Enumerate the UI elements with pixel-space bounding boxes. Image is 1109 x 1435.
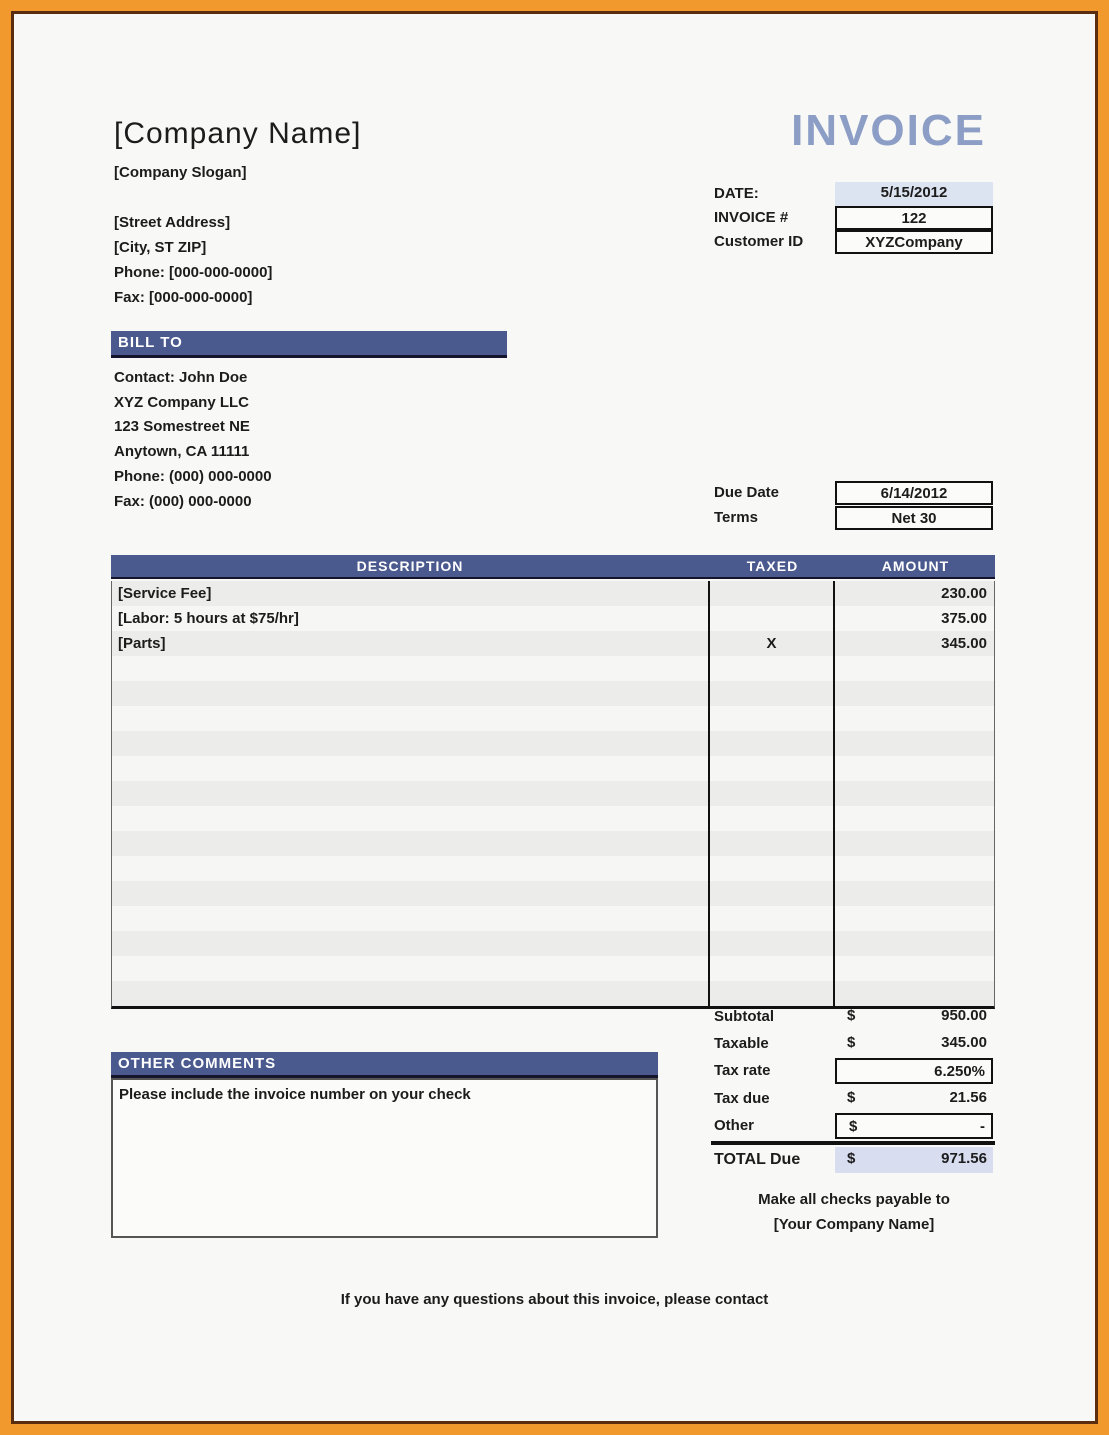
totals-divider [711, 1141, 995, 1145]
checks-payable-note: Make all checks payable to [Your Company Name] [758, 1191, 950, 1233]
item-description: [Labor: 5 hours at $75/hr] [118, 610, 299, 627]
company-fax: Fax: [000-000-0000] [114, 289, 253, 306]
table-row-empty [112, 806, 994, 831]
tax-due-value: $ 21.56 [835, 1086, 993, 1112]
taxable-value: $ 345.00 [835, 1031, 993, 1057]
other-label: Other [714, 1117, 755, 1134]
invoice-number-field: 122 [835, 206, 993, 230]
company-street: [Street Address] [114, 214, 231, 231]
customer-id-label: Customer ID [714, 233, 804, 250]
bill-to-contact: Contact: John Doe [114, 369, 248, 386]
currency-symbol: $ [849, 1118, 858, 1135]
table-row-empty [112, 681, 994, 706]
bill-to-header: BILL TO [111, 331, 507, 358]
company-address-block [114, 210, 272, 310]
bill-to-fax: Fax: (000) 000-0000 [114, 492, 252, 510]
item-amount: 345.00 [941, 635, 987, 652]
terms-field: Net 30 [835, 506, 993, 530]
comments-line: Please include the invoice number on your check [119, 1086, 471, 1103]
other-comments-box [111, 1078, 658, 1238]
invoice-title: INVOICE [791, 106, 986, 155]
table-row-empty [112, 981, 994, 1006]
company-slogan: [Company Slogan] [114, 164, 247, 181]
currency-symbol: $ [847, 1150, 856, 1167]
date-label: DATE: [714, 185, 759, 202]
currency-symbol: $ [847, 1034, 856, 1051]
table-row-empty [112, 881, 994, 906]
table-row [112, 581, 994, 606]
invoice-number-label: INVOICE # [714, 209, 789, 226]
taxable-label: Taxable [714, 1035, 769, 1052]
bill-to-company: XYZ Company LLC [114, 393, 250, 411]
company-city: [City, ST ZIP] [114, 239, 207, 256]
item-taxed [708, 606, 835, 631]
bill-to-city: Anytown, CA 11111 [114, 443, 250, 461]
table-row [112, 631, 994, 656]
items-table-header [111, 555, 995, 579]
due-date-field: 6/14/2012 [835, 481, 993, 505]
tax-rate-field: 6.250% [835, 1058, 993, 1084]
subtotal-label: Subtotal [714, 1008, 774, 1025]
items-table-body [111, 581, 995, 1009]
table-row-empty [112, 931, 994, 956]
terms-label: Terms [714, 509, 758, 526]
table-row [112, 606, 994, 631]
other-field: $ - [835, 1113, 993, 1139]
bill-to-street: 123 Somestreet NE [114, 418, 250, 436]
table-row-empty [112, 956, 994, 981]
table-row-empty [112, 706, 994, 731]
company-phone: Phone: [000-000-0000] [114, 264, 273, 281]
bill-to-phone: Phone: (000) 000-0000 [114, 467, 272, 485]
total-due-value: $ 971.56 [835, 1147, 993, 1173]
table-row-empty [112, 731, 994, 756]
bill-to-block [114, 366, 272, 514]
company-name: [Company Name] [114, 117, 362, 150]
customer-id-field: XYZCompany [835, 230, 993, 254]
due-date-label: Due Date [714, 484, 780, 501]
table-row-empty [112, 781, 994, 806]
invoice-page [11, 11, 1098, 1424]
table-row-empty [112, 831, 994, 856]
currency-symbol: $ [847, 1089, 856, 1106]
table-row-empty [112, 756, 994, 781]
tax-rate-label: Tax rate [714, 1062, 771, 1079]
item-amount: 375.00 [941, 610, 987, 627]
footer-contact-line: If you have any questions about this invoice, please contact [340, 1291, 769, 1308]
col-header-description: DESCRIPTION [356, 558, 464, 574]
item-taxed: X [708, 631, 835, 656]
item-amount: 230.00 [941, 585, 987, 602]
col-header-amount: AMOUNT [881, 558, 950, 574]
table-row-empty [112, 906, 994, 931]
tax-due-label: Tax due [714, 1090, 770, 1107]
table-row-empty [112, 856, 994, 881]
date-value-field: 5/15/2012 [835, 182, 993, 206]
item-description: [Parts] [118, 635, 166, 652]
currency-symbol: $ [847, 1007, 856, 1024]
table-row-empty [112, 656, 994, 681]
subtotal-value: $ 950.00 [835, 1004, 993, 1030]
total-due-label: TOTAL Due [714, 1151, 801, 1168]
col-header-taxed: TAXED [746, 558, 799, 574]
other-comments-header: OTHER COMMENTS [111, 1052, 658, 1078]
item-taxed [708, 581, 835, 606]
item-description: [Service Fee] [118, 585, 212, 602]
